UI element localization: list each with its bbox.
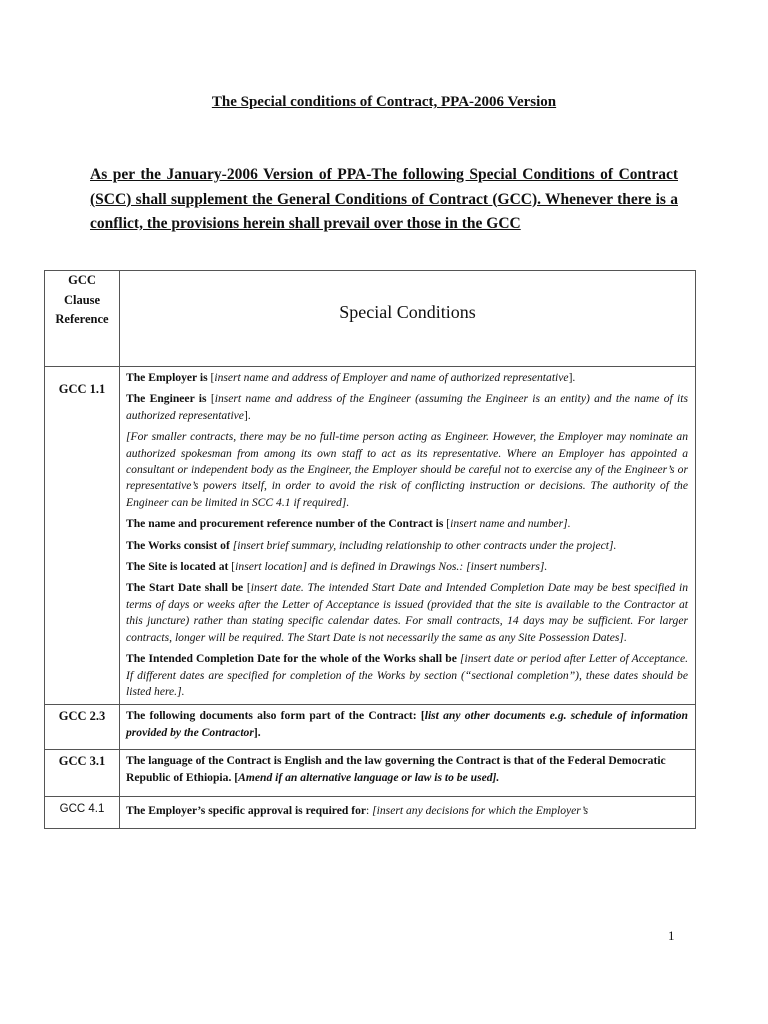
clause-text xyxy=(120,705,696,750)
bold-run: The language of the Contract is English and the law governing the Contract is that of the Federal Democratic Republic of Ethiopia xyxy=(126,754,666,784)
paragraph xyxy=(126,580,688,646)
italic-run: insert name and number]. xyxy=(450,517,571,531)
header-clause-reference-label: GCC Clause Reference xyxy=(55,273,109,326)
bold-run: The Engineer is xyxy=(126,392,207,406)
tail-run: ]. xyxy=(253,725,261,739)
text-run: [ xyxy=(207,371,215,384)
italic-run: insert date. The intended Start Date and Intended Completion Date may be best specified in terms of days or weeks after the Letter of Acceptance is issued (provided that the site is available to the Contractor at this juncture) rather than stating specific calendar dates. For small contracts, 14 days may be sufficient. For larger contracts, longer will be required. The Start Date is not necessarily the same as any Site Possession Dates]. xyxy=(126,581,688,644)
italic-run: [insert brief summary, including relationship to other contracts under the project]. xyxy=(232,538,617,552)
special-conditions-table xyxy=(44,270,696,829)
clause-ref: GCC 4.1 xyxy=(59,802,105,815)
clause-text xyxy=(120,367,696,705)
bold-italic-run: list any other documents e.g. schedule of information provided by the Contractor xyxy=(126,709,688,739)
clause-text xyxy=(120,750,696,797)
table-row xyxy=(45,367,696,705)
bold-run: The Works consist of xyxy=(126,538,230,552)
bold-run: The Intended Completion Date for the whole of the Works shall be xyxy=(126,652,457,666)
clause-ref: GCC 2.3 xyxy=(58,709,106,724)
italic-run: insert location] and is defined in Drawings Nos.: [insert numbers]. xyxy=(235,560,548,574)
page-number: 1 xyxy=(668,928,675,943)
intro-paragraph: As per the January-2006 Version of PPA-The following Special Conditions of Contract (SCC) shall supplement the General Conditions of Contract (GCC). Whenever there is a conflict, the provisions herein shall prevail over those in the GCC xyxy=(90,166,678,232)
tail-run: ]. xyxy=(568,371,576,384)
text-run: [ xyxy=(443,517,451,531)
table-row xyxy=(45,750,696,797)
document-title: The Special conditions of Contract, PPA-2006 Version xyxy=(211,94,557,110)
text-run: [ xyxy=(206,392,215,406)
bold-run: The name and procurement reference number of the Contract is xyxy=(126,517,444,531)
clause-ref: GCC 1.1 xyxy=(58,382,106,396)
text-run: . [ xyxy=(228,770,239,784)
bold-run: The Site is located at xyxy=(126,560,229,574)
bold-run: The Employer’s specific approval is required for xyxy=(126,803,367,817)
header-special-conditions: Special Conditions xyxy=(120,271,696,367)
paragraph xyxy=(126,429,688,511)
clause-ref: GCC 3.1 xyxy=(58,754,106,769)
italic-run: [insert date or period after Letter of Acceptance. If different dates are specified for completion of the Works by section (“sectional completion”), these dates should be listed here.]. xyxy=(126,652,688,698)
tail-run: ]. xyxy=(243,408,251,422)
text-run: : xyxy=(366,803,373,817)
clause-text xyxy=(120,796,696,828)
table-row xyxy=(45,705,696,750)
table-row xyxy=(45,796,696,828)
paragraph xyxy=(126,391,688,424)
paragraph xyxy=(126,651,688,700)
paragraph xyxy=(126,516,688,532)
text-run: [ xyxy=(243,581,251,595)
italic-run: insert name and address of Employer and name of authorized representative xyxy=(214,371,569,384)
bold-run: The following documents also form part of the Contract xyxy=(126,709,413,723)
paragraph xyxy=(126,538,688,554)
paragraph xyxy=(126,559,688,575)
table-header-row xyxy=(45,271,696,367)
bold-italic-run: Amend if an alternative language or law is to be used]. xyxy=(238,770,500,784)
text-run: : [ xyxy=(412,709,425,723)
paragraph xyxy=(126,370,688,386)
bold-run: The Employer is xyxy=(126,371,208,384)
italic-run: [insert any decisions for which the Employer’s xyxy=(372,803,589,817)
bold-run: The Start Date shall be xyxy=(126,581,244,595)
italic-run: [For smaller contracts, there may be no full-time person acting as Engineer. However, the Employer may nominate an authorized spokesman from among its own staff to act as its representative. Where an Employer has appointed a consultant or independent body as the Engineer, the Employer should be careful not to exercise any of the Engineer’s or representative’s powers itself, in order to avoid the risk of conflicting instruction or decisions. The authority of the Engineer can be limited in SCC 4.1 if required]. xyxy=(126,430,688,509)
header-clause-reference xyxy=(45,271,120,367)
italic-run: insert name and address of the Engineer (assuming the Engineer is an entity) and the name of its authorized representative xyxy=(126,392,688,422)
text-run: [ xyxy=(228,560,236,574)
